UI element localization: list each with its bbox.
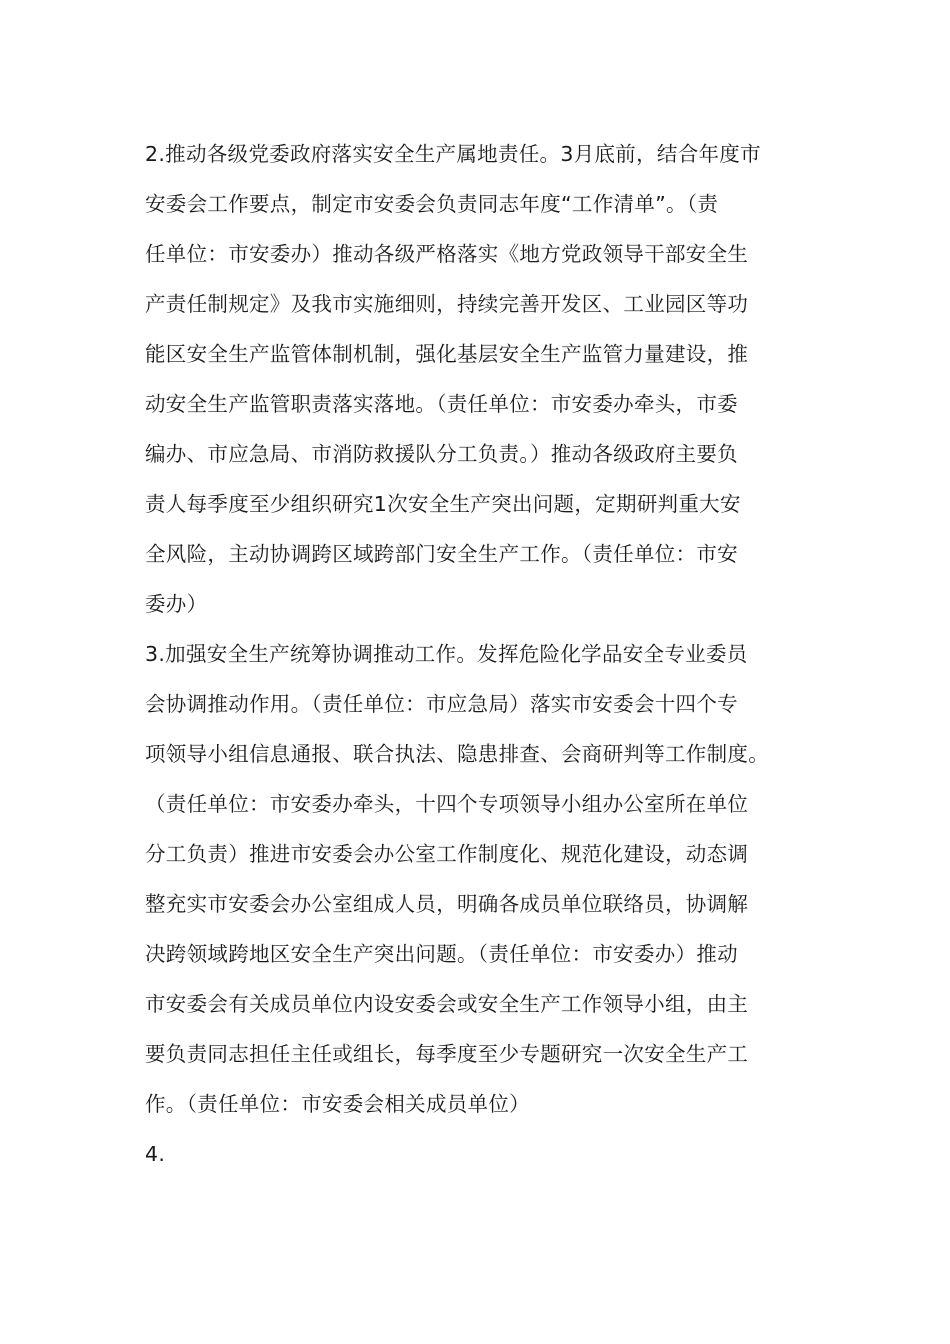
- text-line: 作。（责任单位：市安委会相关成员单位）: [145, 1092, 530, 1116]
- text-line: 分工负责）推进市安委会办公室工作制度化、规范化建设，动态调: [145, 842, 749, 866]
- text-line: 编办、市应急局、市消防救援队分工负责。）推动各级政府主要负: [145, 442, 738, 466]
- text-line: 会协调推动作用。（责任单位：市应急局）落实市安委会十四个专: [145, 692, 738, 716]
- text-line: 项领导小组信息通报、联合执法、隐患排查、会商研判等工作制度。: [145, 742, 769, 766]
- text-line: 全风险，主动协调跨区域跨部门安全生产工作。（责任单位：市安: [145, 542, 738, 566]
- text-line: 市安委会有关成员单位内设安委会或安全生产工作领导小组，由主: [145, 992, 749, 1016]
- document-body: [145, 129, 815, 1179]
- text-line: 能区安全生产监管体制机制，强化基层安全生产监管力量建设，推: [145, 342, 749, 366]
- text-line: 安委会工作要点，制定市安委会负责同志年度“工作清单”。（责: [145, 192, 719, 216]
- text-line: 2.推动各级党委政府落实安全生产属地责任。3月底前，结合年度市: [145, 142, 761, 166]
- text-line: 4.: [145, 1142, 166, 1166]
- text-line: 委办）: [145, 592, 208, 616]
- text-line: 产责任制规定》及我市实施细则，持续完善开发区、工业园区等功: [145, 292, 749, 316]
- text-line: 任单位：市安委办）推动各级严格落实《地方党政领导干部安全生: [145, 242, 749, 266]
- text-line: 决跨领域跨地区安全生产突出问题。（责任单位：市安委办）推动: [145, 942, 738, 966]
- text-line: 要负责同志担任主任或组长，每季度至少专题研究一次安全生产工: [145, 1042, 749, 1066]
- text-line: 整充实市安委会办公室组成人员，明确各成员单位联络员，协调解: [145, 892, 749, 916]
- text-line: （责任单位：市安委办牵头，十四个专项领导小组办公室所在单位: [145, 792, 749, 816]
- text-line: 3.加强安全生产统筹协调推动工作。发挥危险化学品安全专业委员: [145, 642, 748, 666]
- text-line: 责人每季度至少组织研究1次安全生产突出问题，定期研判重大安: [145, 492, 741, 516]
- text-line: 动安全生产监管职责落实落地。（责任单位：市安委办牵头，市委: [145, 392, 738, 416]
